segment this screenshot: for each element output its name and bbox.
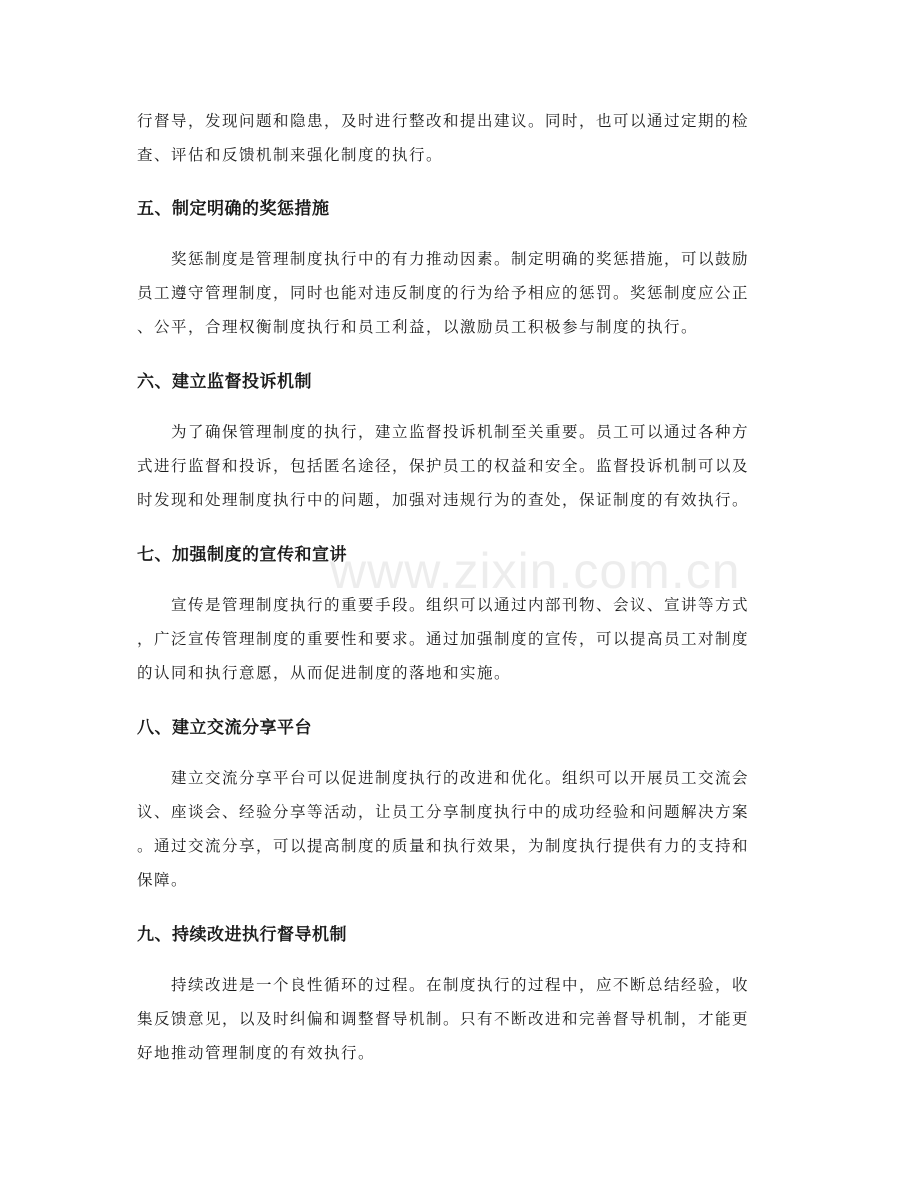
paragraph-line: 为了确保管理制度的执行，建立监督投诉机制至关重要。员工可以通过各种方 bbox=[137, 423, 750, 441]
paragraph-line: 建立交流分享平台可以促进制度执行的改进和优化。组织可以开展员工交流会 bbox=[137, 769, 750, 787]
paragraph-line: 的认同和执行意愿，从而促进制度的落地和实施。 bbox=[137, 664, 512, 682]
paragraph-line: 宣传是管理制度执行的重要手段。组织可以通过内部刊物、会议、宣讲等方式 bbox=[137, 596, 750, 614]
section-paragraph-5 bbox=[137, 242, 777, 344]
section-heading-9: 九、持续改进执行督导机制 bbox=[137, 925, 347, 945]
paragraph-line: ，广泛宣传管理制度的重要性和要求。通过加强制度的宣传，可以提高员工对制度 bbox=[137, 630, 750, 648]
watermark: www.zixin.com.cn bbox=[330, 543, 741, 599]
section-paragraph-9 bbox=[137, 968, 777, 1070]
paragraph-line: 保障。 bbox=[137, 871, 189, 889]
section-paragraph-6 bbox=[137, 415, 777, 517]
paragraph-line: 、公平，合理权衡制度执行和员工利益，以激励员工积极参与制度的执行。 bbox=[137, 318, 699, 336]
paragraph-line: 员工遵守管理制度，同时也能对违反制度的行为给予相应的惩罚。奖惩制度应公正 bbox=[137, 284, 750, 302]
paragraph-line: 议、座谈会、经验分享等活动，让员工分享制度执行中的成功经验和问题解决方案 bbox=[137, 803, 750, 821]
intro-paragraph bbox=[137, 104, 777, 172]
section-heading-7: 七、加强制度的宣传和宣讲 bbox=[137, 545, 347, 565]
paragraph-line: 行督导，发现问题和隐患，及时进行整改和提出建议。同时，也可以通过定期的检 bbox=[137, 112, 750, 130]
paragraph-line: 。通过交流分享，可以提高制度的质量和执行效果，为制度执行提供有力的支持和 bbox=[137, 837, 750, 855]
section-heading-5: 五、制定明确的奖惩措施 bbox=[137, 199, 330, 219]
section-heading-6: 六、建立监督投诉机制 bbox=[137, 372, 312, 392]
paragraph-line: 奖惩制度是管理制度执行中的有力推动因素。制定明确的奖惩措施，可以鼓励 bbox=[137, 250, 750, 268]
paragraph-line: 式进行监督和投诉，包括匿名途径，保护员工的权益和安全。监督投诉机制可以及 bbox=[137, 457, 750, 475]
section-heading-8: 八、建立交流分享平台 bbox=[137, 718, 312, 738]
section-paragraph-7 bbox=[137, 588, 777, 690]
paragraph-line: 查、评估和反馈机制来强化制度的执行。 bbox=[137, 146, 444, 164]
paragraph-line: 集反馈意见，以及时纠偏和调整督导机制。只有不断改进和完善督导机制，才能更 bbox=[137, 1010, 750, 1028]
section-paragraph-8 bbox=[137, 761, 777, 897]
paragraph-line: 好地推动管理制度的有效执行。 bbox=[137, 1044, 376, 1062]
paragraph-line: 时发现和处理制度执行中的问题，加强对违规行为的查处，保证制度的有效执行。 bbox=[137, 491, 750, 509]
paragraph-line: 持续改进是一个良性循环的过程。在制度执行的过程中，应不断总结经验，收 bbox=[137, 976, 750, 994]
